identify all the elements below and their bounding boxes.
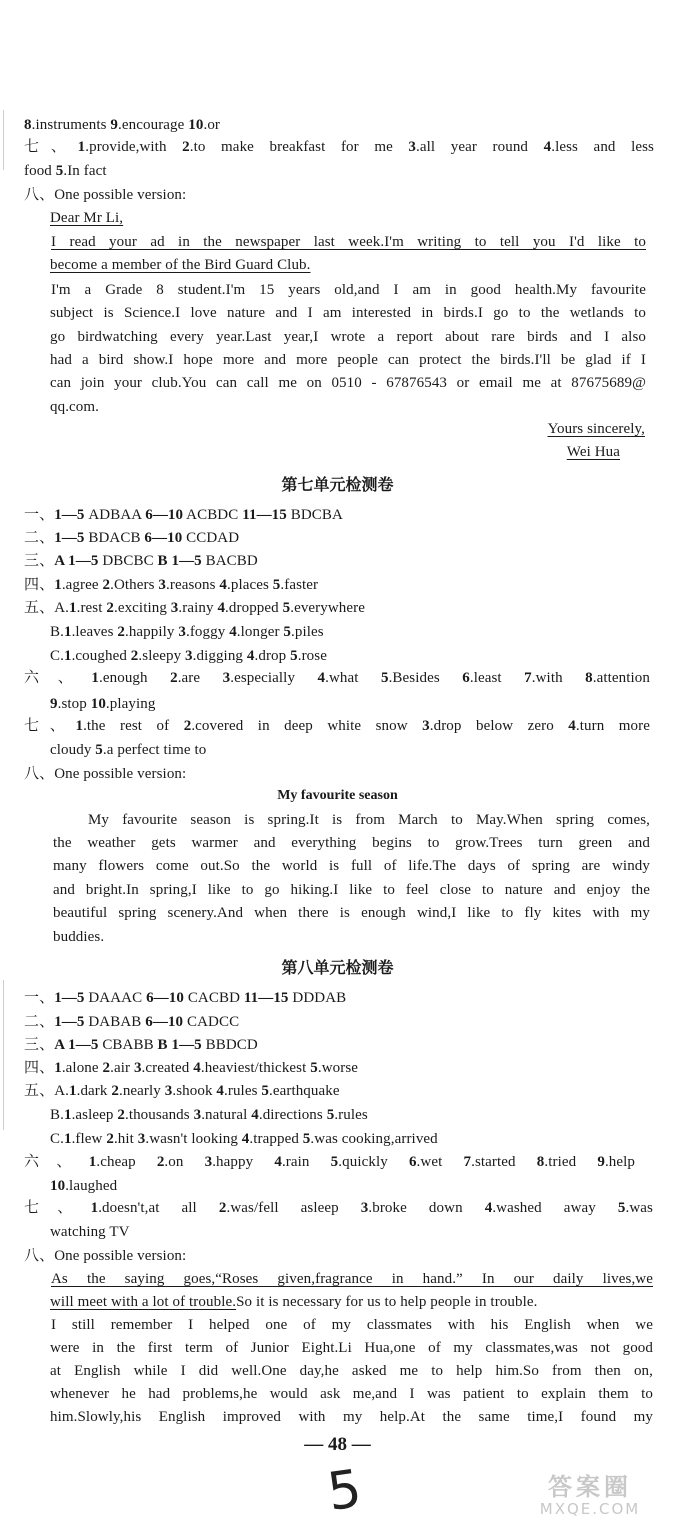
answer-line: 8.instruments 9.encourage 10.or	[24, 117, 221, 133]
essay-line	[50, 1292, 650, 1312]
handwritten-mark: 5	[323, 1458, 366, 1524]
scan-edge	[3, 110, 4, 170]
page-number-value: 48	[328, 1434, 347, 1455]
answer-line: 二、1—5 BDACB 6—10 CCDAD	[24, 530, 240, 546]
essay-line: I still remember I helped one of my classmates with his English when we	[51, 1317, 653, 1333]
letter-signature: Wei Hua	[566, 444, 620, 460]
essay-line: beautiful spring scenery.And when there is enough wind,I like to fly kites with my	[53, 905, 650, 921]
answer-line: 三、A 1—5 CBABB B 1—5 BBDCD	[24, 1037, 258, 1053]
unit-8-heading: 第八单元检测卷	[281, 958, 394, 977]
essay-line: were in the first term of Junior Eight.Li Hua,one of my classmates,was not good	[50, 1340, 653, 1356]
answer-line: 三、A 1—5 DBCBC B 1—5 BACBD	[24, 553, 258, 569]
answer-line: 五、A.1.dark 2.nearly 3.shook 4.rules 5.earthquake	[24, 1083, 340, 1099]
section-heading: 八、One possible version:	[24, 187, 187, 203]
answer-line: B.1.asleep 2.thousands 3.natural 4.directions 5.rules	[50, 1107, 368, 1123]
watermark-logo	[515, 1473, 665, 1519]
answer-line: cloudy 5.a perfect time to	[50, 742, 207, 758]
answer-line: 一、1—5 DAAAC 6—10 CACBD 11—15 DDDAB	[24, 990, 347, 1006]
watermark-url: MXQE.COM	[539, 1500, 641, 1518]
answer-line: 一、1—5 ADBAA 6—10 ACBDC 11—15 BDCBA	[24, 507, 343, 523]
essay-line: many flowers come out.So the world is full of life.The days of spring are windy	[53, 858, 650, 874]
essay-line: As the saying goes,“Roses given,fragrance in hand.” In our daily lives,we	[51, 1271, 653, 1287]
answer-line: 四、1.alone 2.air 3.created 4.heaviest/thickest 5.worse	[24, 1060, 359, 1076]
essay-line: I'm a Grade 8 student.I'm 15 years old,and I am in good health.My favourite	[51, 282, 646, 298]
letter-closing: Yours sincerely,	[547, 421, 645, 437]
answer-line: watching TV	[50, 1224, 130, 1240]
essay-line: had a bird show.I hope more and more people can protect the birds.I'll be glad if I	[50, 352, 646, 368]
answer-line: 五、A.1.rest 2.exciting 3.rainy 4.dropped 5.everywhere	[24, 600, 366, 616]
answer-line: B.1.leaves 2.happily 3.foggy 4.longer 5.piles	[50, 624, 324, 640]
answer-line: 七、1.provide,with 2.to make breakfast for me 3.all year round 4.less and less	[24, 139, 654, 155]
answer-line: 七、1.doesn't,at all 2.was/fell asleep 3.broke down 4.washed away 5.was	[24, 1200, 653, 1216]
answer-line: food 5.In fact	[24, 163, 107, 179]
sentence-continuation: So it is necessary for us to help people in trouble.	[236, 1294, 538, 1310]
essay-line: the weather gets warmer and everything begins to grow.Trees turn green and	[53, 835, 650, 851]
essay-line: him.Slowly,his English improved with my help.At the same time,I found my	[50, 1409, 653, 1425]
unit-7-heading: 第七单元检测卷	[281, 475, 394, 494]
answer-line: C.1.flew 2.hit 3.wasn't looking 4.trapped 5.was cooking,arrived	[50, 1131, 438, 1147]
underlined-phrase: will meet with a lot of trouble.	[50, 1294, 237, 1310]
essay-line: I read your ad in the newspaper last week.I'm writing to tell you I'd like to	[51, 234, 646, 250]
answer-line: 二、1—5 DABAB 6—10 CADCC	[24, 1014, 240, 1030]
answer-line: 四、1.agree 2.Others 3.reasons 4.places 5.faster	[24, 577, 319, 593]
answer-line: 10.laughed	[50, 1178, 118, 1194]
answer-line: 七、1.the rest of 2.covered in deep white snow 3.drop below zero 4.turn more	[24, 718, 651, 734]
essay-line: become a member of the Bird Guard Club.	[50, 257, 311, 273]
essay-line: My favourite season is spring.It is from March to May.When spring comes,	[88, 812, 650, 828]
scan-edge	[3, 980, 4, 1130]
answer-line: 六、1.cheap 2.on 3.happy 4.rain 5.quickly 6.wet 7.started 8.tried 9.help	[24, 1154, 636, 1170]
answer-line: C.1.coughed 2.sleepy 3.digging 4.drop 5.rose	[50, 648, 327, 664]
section-heading: 八、One possible version:	[24, 766, 187, 782]
essay-line: qq.com.	[50, 399, 100, 415]
page-number: — 48 —	[304, 1434, 371, 1455]
essay-line: at English while I did well.One day,he asked me to help him.So from then on,	[50, 1363, 653, 1379]
answer-line: 六、1.enough 2.are 3.especially 4.what 5.Besides 6.least 7.with 8.attention	[24, 670, 650, 686]
essay-title: My favourite season	[277, 788, 398, 803]
essay-line: whenever he had problems,he would ask me,and I was patient to explain them to	[50, 1386, 653, 1402]
essay-line: and bright.In spring,I like to go hiking.I like to feel close to nature and enjoy the	[53, 882, 650, 898]
essay-line: buddies.	[53, 929, 105, 945]
essay-line: go birdwatching every year.Last year,I wrote a report about rare birds and I also	[50, 329, 646, 345]
letter-salutation: Dear Mr Li,	[50, 210, 124, 226]
section-heading: 八、One possible version:	[24, 1248, 187, 1264]
essay-line: can join your club.You can call me on 0510 - 67876543 or email me at 87675689@	[50, 375, 646, 391]
essay-line: subject is Science.I love nature and I am interested in birds.I go to the wetlands to	[50, 305, 646, 321]
watermark-cn: 答案圈	[548, 1473, 632, 1501]
answer-line: 9.stop 10.playing	[50, 696, 156, 712]
